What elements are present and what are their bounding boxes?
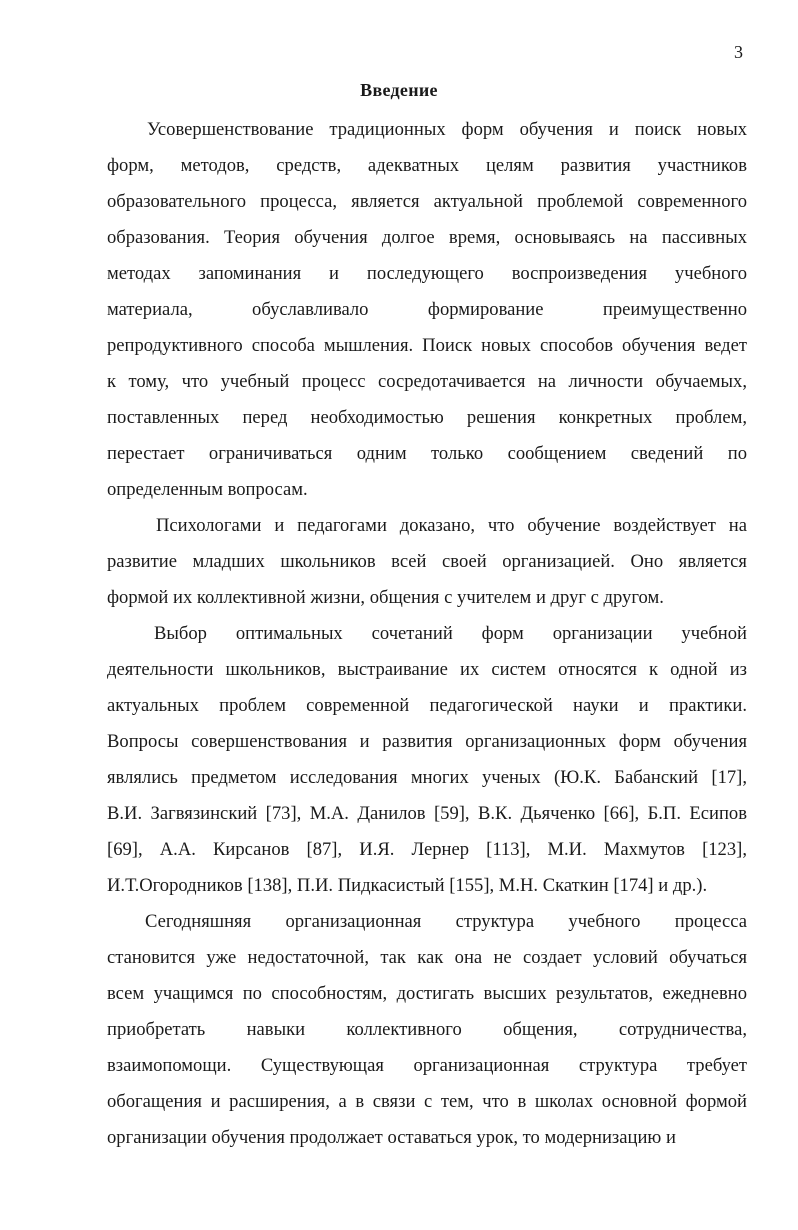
text-line: материала, обуславливало формирование преимущественно bbox=[107, 299, 747, 320]
text-line: Психологами и педагогами доказано, что обучение воздействует на bbox=[156, 515, 747, 536]
text-line: перестает ограничиваться одним только сообщением сведений по bbox=[107, 443, 747, 464]
text-line: взаимопомощи. Существующая организационная структура требует bbox=[107, 1055, 747, 1076]
text-line: развитие младших школьников всей своей организацией. Оно является bbox=[107, 551, 747, 572]
text-line: Вопросы совершенствования и развития организационных форм обучения bbox=[107, 731, 747, 752]
text-line: приобретать навыки коллективного общения, сотрудничества, bbox=[107, 1019, 747, 1040]
text-line: методах запоминания и последующего воспроизведения учебного bbox=[107, 263, 747, 284]
document-body bbox=[107, 112, 747, 1156]
text-line: к тому, что учебный процесс сосредотачивается на личности обучаемых, bbox=[107, 371, 747, 392]
text-line: Выбор оптимальных сочетаний форм организации учебной bbox=[154, 623, 747, 644]
text-line: деятельности школьников, выстраивание их систем относятся к одной из bbox=[107, 659, 747, 680]
text-line: образовательного процесса, является актуальной проблемой современного bbox=[107, 191, 747, 212]
text-line: формой их коллективной жизни, общения с учителем и друг с другом. bbox=[107, 587, 664, 608]
paragraph bbox=[107, 112, 747, 508]
text-line: всем учащимся по способностям, достигать высших результатов, ежедневно bbox=[107, 983, 747, 1004]
text-line: обогащения и расширения, а в связи с тем, что в школах основной формой bbox=[107, 1091, 747, 1112]
paragraph bbox=[107, 508, 747, 616]
text-line: поставленных перед необходимостью решения конкретных проблем, bbox=[107, 407, 747, 428]
text-line: В.И. Загвязинский [73], М.А. Данилов [59], В.К. Дьяченко [66], Б.П. Есипов bbox=[107, 803, 747, 824]
text-line: Сегодняшняя организационная структура учебного процесса bbox=[145, 911, 747, 932]
text-line: Усовершенствование традиционных форм обучения и поиск новых bbox=[147, 119, 747, 140]
text-line: образования. Теория обучения долгое время, основываясь на пассивных bbox=[107, 227, 747, 248]
text-line: репродуктивного способа мышления. Поиск новых способов обучения ведет bbox=[107, 335, 747, 356]
text-line: определенным вопросам. bbox=[107, 479, 308, 500]
text-line: организации обучения продолжает оставаться урок, то модернизацию и bbox=[107, 1127, 676, 1148]
text-line: актуальных проблем современной педагогической науки и практики. bbox=[107, 695, 747, 716]
text-line: форм, методов, средств, адекватных целям развития участников bbox=[107, 155, 747, 176]
text-line: [69], А.А. Кирсанов [87], И.Я. Лернер [113], М.И. Махмутов [123], bbox=[107, 839, 747, 860]
paragraph bbox=[107, 904, 747, 1156]
text-line: И.Т.Огородников [138], П.И. Пидкасистый [155], М.Н. Скаткин [174] и др.). bbox=[107, 875, 708, 896]
page-number: 3 bbox=[734, 42, 743, 62]
text-line: являлись предметом исследования многих ученых (Ю.К. Бабанский [17], bbox=[107, 767, 747, 788]
text-line: становится уже недостаточной, так как она не создает условий обучаться bbox=[107, 947, 747, 968]
section-title: Введение bbox=[360, 80, 438, 100]
paragraph bbox=[107, 616, 747, 904]
